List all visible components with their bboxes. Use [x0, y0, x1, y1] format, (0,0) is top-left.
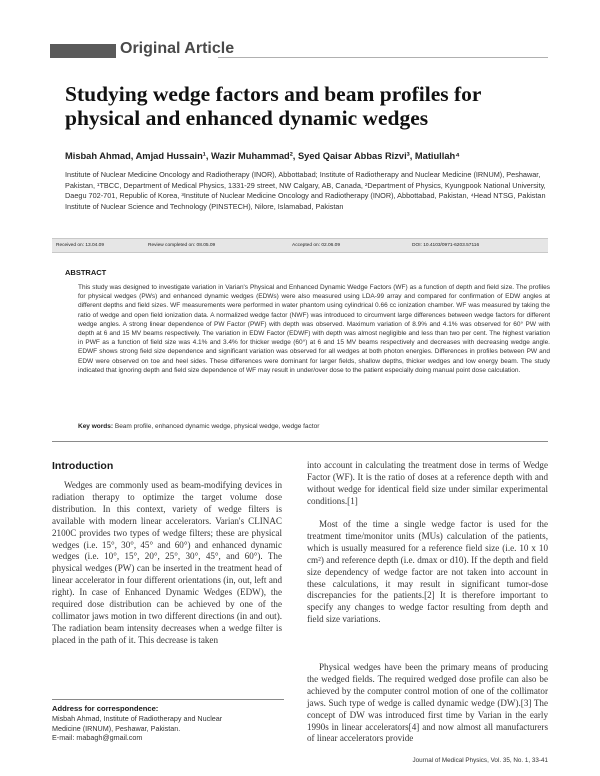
journal-footer: Journal of Medical Physics, Vol. 35, No. 1, 33-41 — [412, 757, 548, 764]
banner-bar — [50, 44, 116, 58]
authors: Misbah Ahmad, Amjad Hussain¹, Wazir Muhammad², Syed Qaisar Abbas Rizvi³, Matiullah⁴ — [65, 151, 460, 161]
review-date: Review completed on: 08.05.09 — [148, 242, 216, 248]
dates-bar — [52, 238, 548, 253]
abstract-text: This study was designed to investigate variation in Varian's Physical and Enhanced Dynamic Wedge Factors (WF) as a function of depth and field size. The profiles for physical wedges (PWs) and enhanced dynamic wedges (EDWs) were also measured using LDA-99 array and compared for confirmation of EDW angles at different depths and field sizes. WF measurements were performed in water phantom using cylindrical 0.66 cc ionization chamber. WF was measured by taking the ratio of wedge and open field ionization data. A normalized wedge factor (NWF) was introduced to circumvent large differences between wedge factors for different wedge angles. A strong linear dependence of PW Factor (PWF) with depth was observed. Maximum variation of 8.9% and 4.1% was observed for 60° PW with depth at 6 and 15 MV beams respectively. The variation in EDW Factor (EDWF) with depth was almost negligible and less than two per cent. The highest variation in PWF as a function of field size was 4.1% and 3.4% for thicker wedge (60°) at 6 and 15 MV beams respectively and decreases with decreasing wedge angle. EDWF shows strong field size dependence and significant variation was observed for all wedges at both photon energies. Differences in profiles between PW and EDW were observed on toe and heel sides. These differences were dominant for larger fields, shallow depths, thicker wedges and low energy beam. The study indicated that ignoring depth and field size dependence of WF may result in under/over dose to the patient especially doing manual point dose calculation. — [78, 284, 550, 374]
correspondence-line: Misbah Ahmad, Institute of Radiotherapy and Nuclear — [52, 714, 223, 723]
affiliations: Institute of Nuclear Medicine Oncology and Radiotherapy (INOR), Abbottabad; Institute of Radiotherapy and Nuclear Medicine (IRNUM), Peshawar, Pakistan, ¹TBCC, Department of Medical Physics, 1331-29 street, NW Calgary, AB, Canada, ²Department of Physics, Kyungpook National University, Daegu 702-701, Republic of Korea, ³Institute of Nuclear Medicine Oncology and Radiotherapy (INOR), Abbottabad, Pakistan, ⁴Head NTSG, Pakistan Institute of Nuclear Science and Technology (PINSTECH), Nilore, Islamabad, Pakistan — [65, 170, 546, 211]
section-divider — [52, 441, 548, 442]
correspondence-body — [52, 714, 292, 743]
intro-right-paragraph-1: into account in calculating the treatment dose in terms of Wedge Factor (WF). It is the ratio of doses at a reference depth with and without wedge for identical field size under similar experimental conditions.[1] — [307, 460, 548, 506]
correspondence-heading: Address for correspondence: — [52, 704, 159, 713]
received-date: Received on: 13.04.09 — [56, 242, 105, 248]
correspondence-rule — [52, 699, 284, 700]
banner-rule — [218, 57, 548, 58]
article-type-label: Original Article — [120, 40, 235, 57]
intro-left-column: Wedges are commonly used as beam-modifying devices in radiation therapy to optimize the target volume dose distribution. In this context, variety of wedge filters is available with modern linear accelerators. Varian's CLINAC 2100C provides two types of wedge filters; these are physical wedges (i.e. 15°, 30°, 45° and 60°) and enhanced dynamic wedges (i.e. 10°, 15°, 20°, 25°, 30°, 45°, and 60°). The physical wedges (PW) can be inserted in the treatment head of linear accelerator in four different orientations (in, out, left and right). In case of Enhanced Dynamic Wedges (EDW), the required dose distribution can be achieved by one of the collimator jaws motion in two different directions (in and out). The radiation beam intensity decreases when a wedge filter is placed in the path of it. This decrease is taken — [52, 480, 282, 645]
keywords — [78, 423, 550, 430]
intro-heading: Introduction — [52, 460, 114, 472]
keywords-label: Key words: — [78, 423, 114, 430]
accepted-date: Accepted on: 02.06.09 — [292, 242, 341, 248]
abstract-heading: ABSTRACT — [65, 268, 107, 277]
article-title: Studying wedge factors and beam profiles for physical and enhanced dynamic wedges — [65, 82, 482, 130]
intro-right-paragraph-3: Physical wedges have been the primary means of producing the wedged fields. The required wedged dose profile can also be achieved by the computer control motion of one of the collimator jaws. Such type of wedge is called dynamic wedge (DW).[3] The concept of DW was introduced first time by Varian in the early 1990s in linear accelerators[4] and now almost all manufacturers of linear accelerators provide — [307, 662, 548, 744]
doi[interactable]: DOI: 10.4103/0971-6203.57116 — [412, 242, 480, 248]
keywords-text: Beam profile, enhanced dynamic wedge, physical wedge, wedge factor — [114, 423, 320, 430]
intro-right-paragraph-2: Most of the time a single wedge factor is used for the treatment time/monitor units (MUs) calculation of the patients, which is usually measured for a reference field size (i.e. 10 x 10 cm²) and reference depth (i.e. dmax or d10). If the depth and field size dependency of wedge factor are not taken into account in these calculations, it may result in significant tumor-dose discrepancies for the patients.[2] It is therefore important to specify any changes to wedge factor resulting from depth and field size variations. — [307, 519, 548, 625]
correspondence-line: Medicine (IRNUM), Peshawar, Pakistan. — [52, 723, 181, 733]
correspondence-email[interactable]: E-mail: mabagh@gmail.com — [52, 733, 143, 743]
